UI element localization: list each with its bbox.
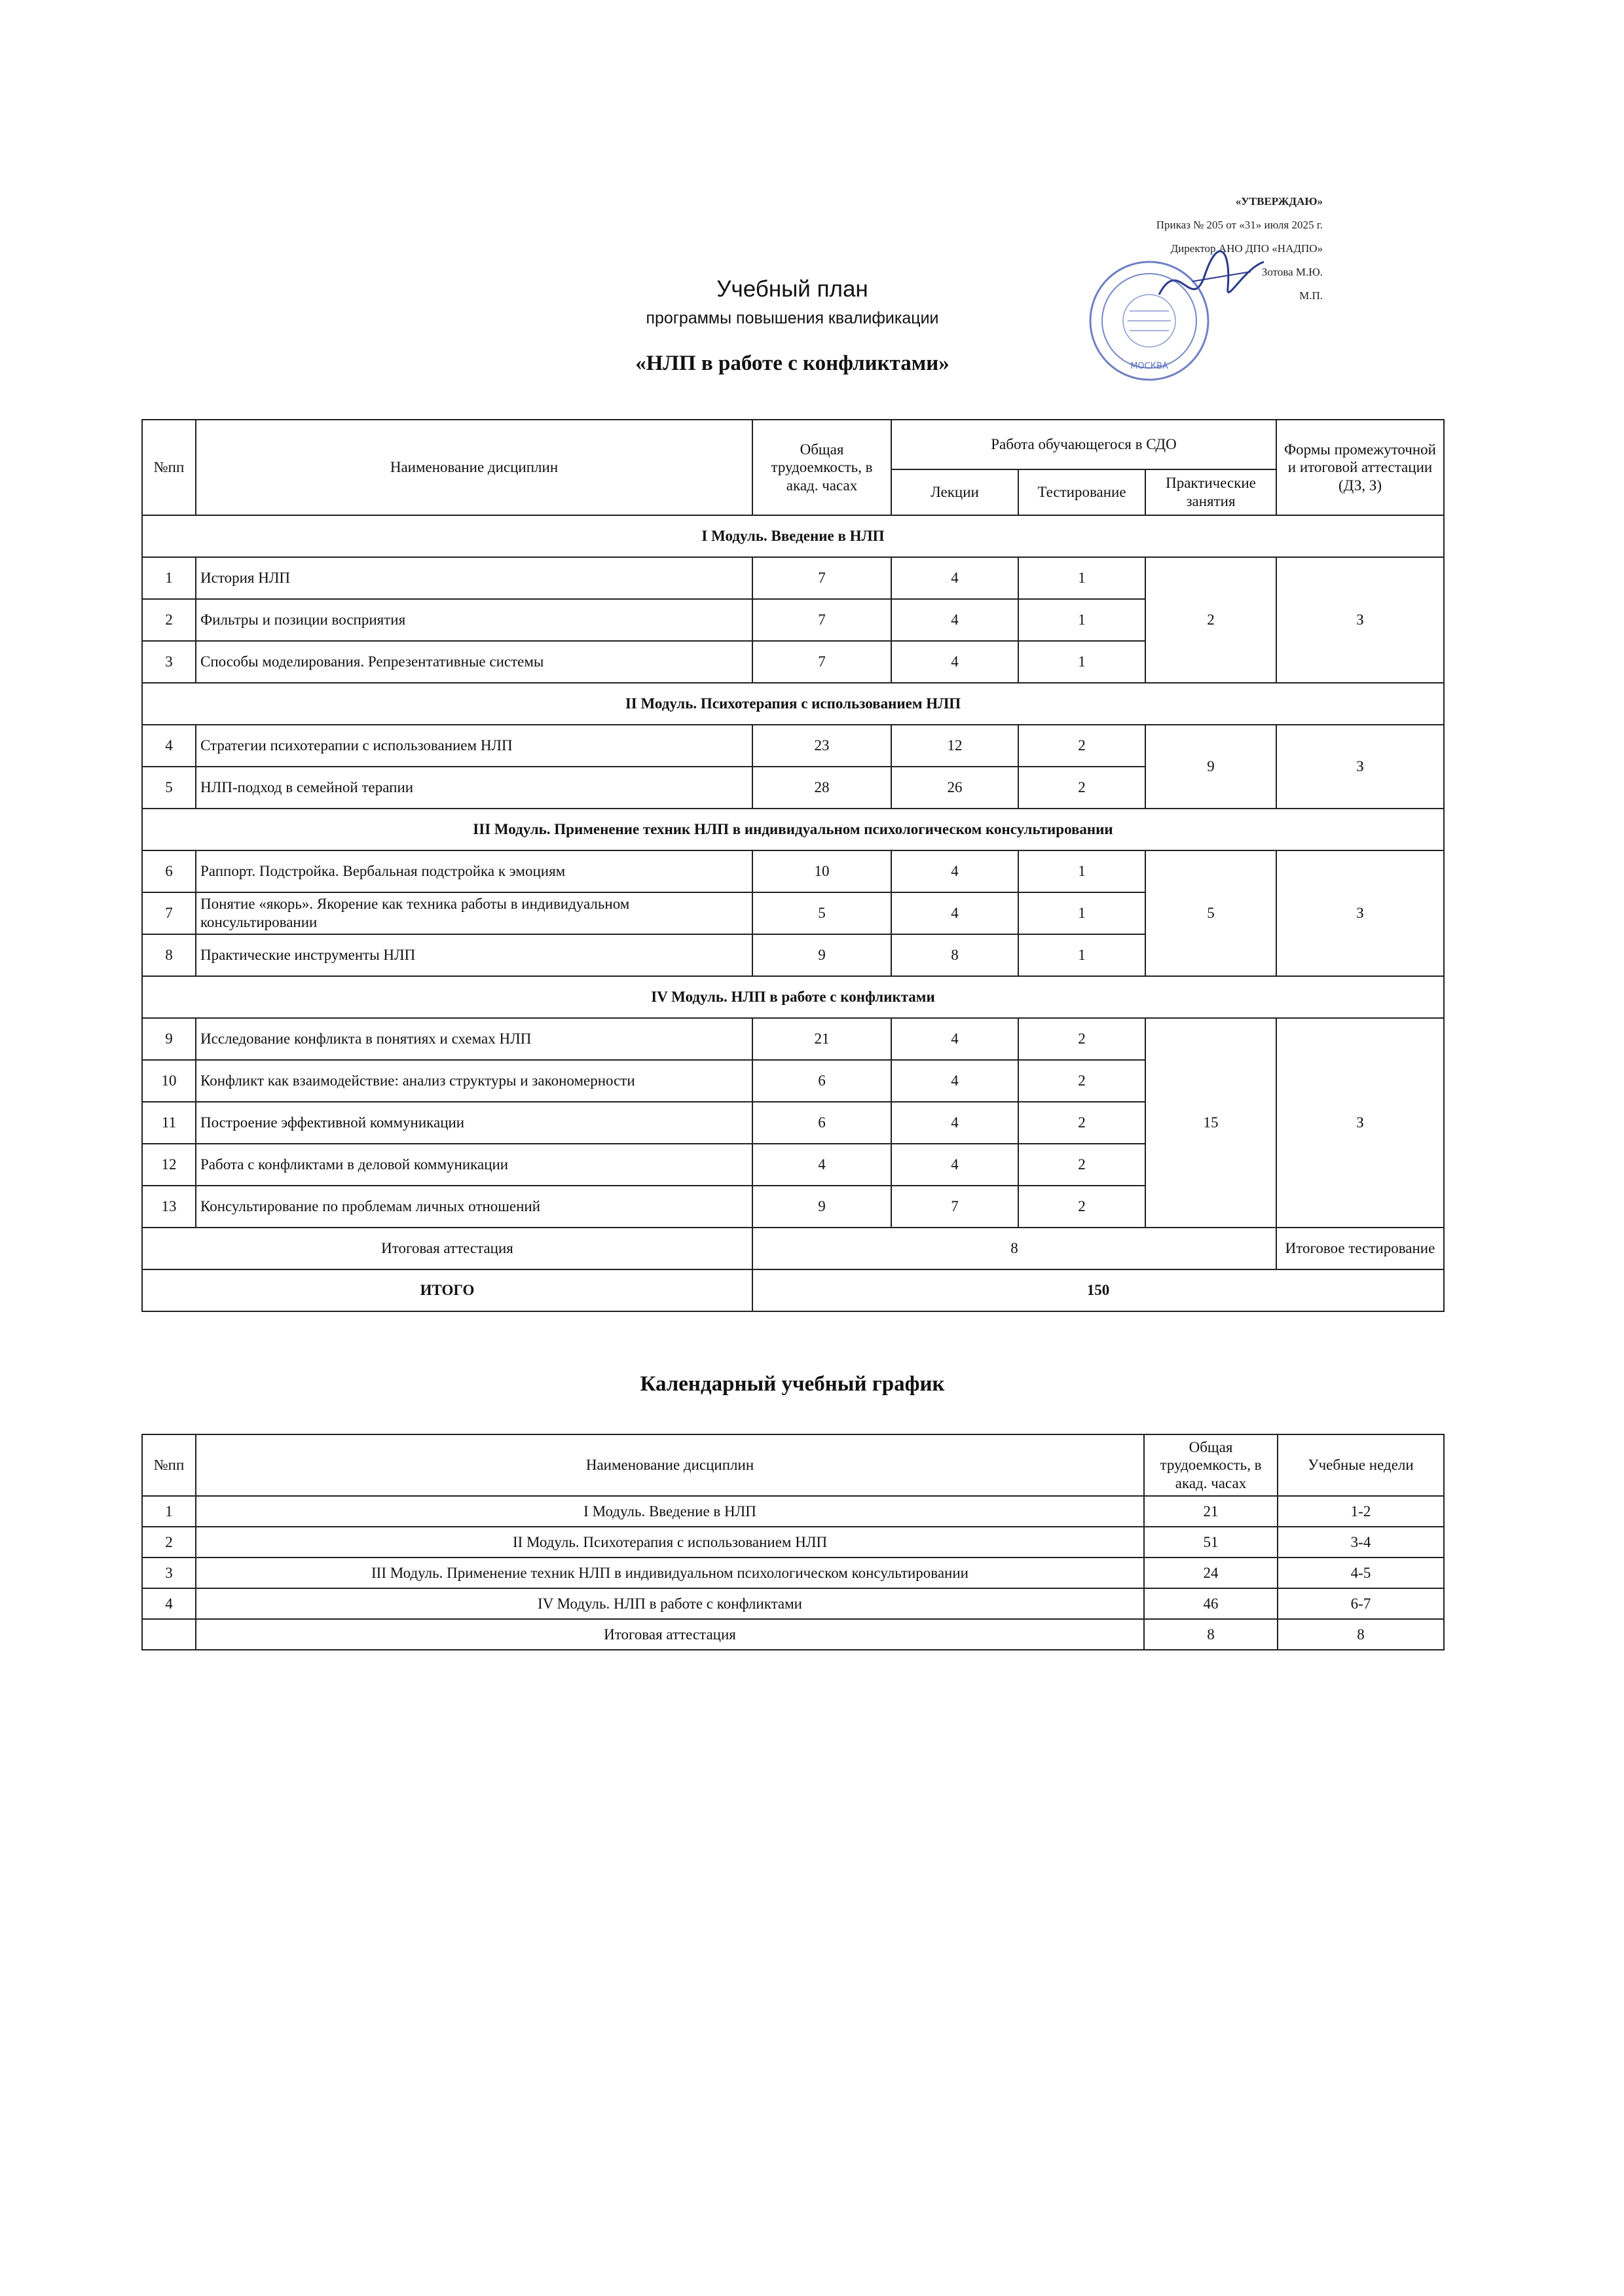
row-num: 12 xyxy=(142,1144,196,1186)
total-label: ИТОГО xyxy=(142,1269,752,1311)
row-num: 13 xyxy=(142,1186,196,1228)
table-row xyxy=(142,1588,1444,1619)
module-row xyxy=(142,976,1444,1018)
module-row xyxy=(142,683,1444,725)
module-form: З xyxy=(1276,557,1444,683)
row-name: История НЛП xyxy=(196,557,752,599)
cal-hours: 21 xyxy=(1144,1496,1278,1527)
program-title: «НЛП в работе с конфликтами» xyxy=(635,352,950,375)
row-num: 6 xyxy=(142,850,196,892)
header-num: №пп xyxy=(142,420,196,515)
module-row xyxy=(142,515,1444,557)
cal-num: 3 xyxy=(142,1558,196,1588)
row-name: Понятие «якорь». Якорение как техника работы в индивидуальном консультировании xyxy=(196,892,752,934)
row-testing: 2 xyxy=(1018,1144,1145,1186)
cal-header-name: Наименование дисциплин xyxy=(196,1434,1144,1496)
row-testing: 1 xyxy=(1018,599,1145,641)
row-name: Консультирование по проблемам личных отношений xyxy=(196,1186,752,1228)
row-hours: 9 xyxy=(752,934,891,976)
row-name: Практические инструменты НЛП xyxy=(196,934,752,976)
row-testing: 1 xyxy=(1018,557,1145,599)
row-num: 10 xyxy=(142,1060,196,1102)
document-title: Учебный план xyxy=(716,276,868,302)
table-row xyxy=(142,557,1444,599)
row-lectures: 8 xyxy=(891,934,1018,976)
calendar-table xyxy=(141,1434,1445,1650)
header-work: Работа обучающегося в СДО xyxy=(891,420,1276,469)
row-hours: 23 xyxy=(752,725,891,767)
module-practice: 15 xyxy=(1145,1018,1276,1228)
approval-title: «УТВЕРЖДАЮ» xyxy=(1235,195,1323,208)
final-attestation-row xyxy=(142,1228,1444,1269)
calendar-title: Календарный учебный график xyxy=(640,1372,945,1396)
cal-header-hours: Общая трудоемкость, в акад. часах xyxy=(1144,1434,1278,1496)
row-testing: 2 xyxy=(1018,1102,1145,1144)
module-form: З xyxy=(1276,850,1444,976)
cal-weeks: 1-2 xyxy=(1278,1496,1444,1527)
row-hours: 9 xyxy=(752,1186,891,1228)
cal-hours: 8 xyxy=(1144,1619,1278,1650)
row-name: Исследование конфликта в понятиях и схемах НЛП xyxy=(196,1018,752,1060)
row-hours: 21 xyxy=(752,1018,891,1060)
row-hours: 5 xyxy=(752,892,891,934)
row-name: Построение эффективной коммуникации xyxy=(196,1102,752,1144)
row-testing: 2 xyxy=(1018,1060,1145,1102)
module-title: II Модуль. Психотерапия с использованием НЛП xyxy=(142,683,1444,725)
cal-num xyxy=(142,1619,196,1650)
row-hours: 7 xyxy=(752,599,891,641)
row-lectures: 4 xyxy=(891,1102,1018,1144)
row-hours: 7 xyxy=(752,641,891,683)
document-subtitle: программы повышения квалификации xyxy=(646,309,939,327)
row-lectures: 12 xyxy=(891,725,1018,767)
table-row xyxy=(142,850,1444,892)
cal-num: 4 xyxy=(142,1588,196,1619)
row-testing: 1 xyxy=(1018,850,1145,892)
module-practice: 2 xyxy=(1145,557,1276,683)
table-row xyxy=(142,1558,1444,1588)
table-row xyxy=(142,1496,1444,1527)
total-row xyxy=(142,1269,1444,1311)
module-row xyxy=(142,809,1444,850)
row-testing: 1 xyxy=(1018,641,1145,683)
row-num: 9 xyxy=(142,1018,196,1060)
cal-name: Итоговая аттестация xyxy=(196,1619,1144,1650)
row-hours: 28 xyxy=(752,767,891,809)
total-hours: 150 xyxy=(752,1269,1444,1311)
row-name: Фильтры и позиции восприятия xyxy=(196,599,752,641)
row-lectures: 4 xyxy=(891,1018,1018,1060)
row-hours: 7 xyxy=(752,557,891,599)
final-label: Итоговая аттестация xyxy=(142,1228,752,1269)
cal-weeks: 6-7 xyxy=(1278,1588,1444,1619)
cal-weeks: 4-5 xyxy=(1278,1558,1444,1588)
study-plan-table xyxy=(141,419,1445,1312)
row-hours: 6 xyxy=(752,1060,891,1102)
row-lectures: 26 xyxy=(891,767,1018,809)
row-hours: 10 xyxy=(752,850,891,892)
header-testing: Тестирование xyxy=(1018,469,1145,515)
module-form: З xyxy=(1276,1018,1444,1228)
row-testing: 2 xyxy=(1018,767,1145,809)
cal-num: 2 xyxy=(142,1527,196,1558)
row-name: НЛП-подход в семейной терапии xyxy=(196,767,752,809)
cal-num: 1 xyxy=(142,1496,196,1527)
seal-text: МОСКВА xyxy=(1130,361,1168,371)
cal-name: IV Модуль. НЛП в работе с конфликтами xyxy=(196,1588,1144,1619)
module-practice: 5 xyxy=(1145,850,1276,976)
row-lectures: 4 xyxy=(891,892,1018,934)
row-num: 1 xyxy=(142,557,196,599)
cal-header-weeks: Учебные недели xyxy=(1278,1434,1444,1496)
approval-position: Директор АНО ДПО «НАДПО» xyxy=(1170,242,1323,255)
cal-hours: 51 xyxy=(1144,1527,1278,1558)
header-hours: Общая трудоемкость, в акад. часах xyxy=(752,420,891,515)
cal-hours: 46 xyxy=(1144,1588,1278,1619)
module-title: IV Модуль. НЛП в работе с конфликтами xyxy=(142,976,1444,1018)
row-name: Способы моделирования. Репрезентативные системы xyxy=(196,641,752,683)
row-lectures: 4 xyxy=(891,1144,1018,1186)
row-testing: 2 xyxy=(1018,725,1145,767)
row-num: 3 xyxy=(142,641,196,683)
row-hours: 4 xyxy=(752,1144,891,1186)
row-testing: 1 xyxy=(1018,892,1145,934)
table-header-row xyxy=(142,420,1444,469)
module-form: З xyxy=(1276,725,1444,809)
row-num: 5 xyxy=(142,767,196,809)
row-lectures: 4 xyxy=(891,1060,1018,1102)
row-num: 4 xyxy=(142,725,196,767)
row-testing: 2 xyxy=(1018,1186,1145,1228)
cal-name: I Модуль. Введение в НЛП xyxy=(196,1496,1144,1527)
approval-order: Приказ № 205 от «31» июля 2025 г. xyxy=(1156,219,1323,231)
module-practice: 9 xyxy=(1145,725,1276,809)
table-row xyxy=(142,1018,1444,1060)
cal-weeks: 3-4 xyxy=(1278,1527,1444,1558)
row-name: Работа с конфликтами в деловой коммуникации xyxy=(196,1144,752,1186)
header-forms: Формы промежуточной и итоговой аттестации (ДЗ, З) xyxy=(1276,420,1444,515)
row-hours: 6 xyxy=(752,1102,891,1144)
table-row xyxy=(142,1527,1444,1558)
row-num: 11 xyxy=(142,1102,196,1144)
row-testing: 2 xyxy=(1018,1018,1145,1060)
header-practice: Практические занятия xyxy=(1145,469,1276,515)
row-lectures: 4 xyxy=(891,641,1018,683)
row-lectures: 4 xyxy=(891,557,1018,599)
approval-stamp-place: М.П. xyxy=(1299,289,1323,302)
approval-name: Зотова М.Ю. xyxy=(1261,266,1323,278)
header-name: Наименование дисциплин xyxy=(196,420,752,515)
row-name: Стратегии психотерапии с использованием НЛП xyxy=(196,725,752,767)
row-num: 8 xyxy=(142,934,196,976)
row-lectures: 4 xyxy=(891,850,1018,892)
final-hours: 8 xyxy=(752,1228,1276,1269)
table-row xyxy=(142,1619,1444,1650)
cal-weeks: 8 xyxy=(1278,1619,1444,1650)
module-title: III Модуль. Применение техник НЛП в индивидуальном психологическом консультировании xyxy=(142,809,1444,850)
module-title: I Модуль. Введение в НЛП xyxy=(142,515,1444,557)
final-form: Итоговое тестирование xyxy=(1276,1228,1444,1269)
row-lectures: 7 xyxy=(891,1186,1018,1228)
row-lectures: 4 xyxy=(891,599,1018,641)
row-testing: 1 xyxy=(1018,934,1145,976)
header-lectures: Лекции xyxy=(891,469,1018,515)
table-row xyxy=(142,725,1444,767)
cal-name: III Модуль. Применение техник НЛП в индивидуальном психологическом консультировании xyxy=(196,1558,1144,1588)
cal-hours: 24 xyxy=(1144,1558,1278,1588)
row-name: Конфликт как взаимодействие: анализ структуры и закономерности xyxy=(196,1060,752,1102)
row-num: 2 xyxy=(142,599,196,641)
cal-name: II Модуль. Психотерапия с использованием НЛП xyxy=(196,1527,1144,1558)
row-num: 7 xyxy=(142,892,196,934)
table-header-row xyxy=(142,1434,1444,1496)
row-name: Раппорт. Подстройка. Вербальная подстройка к эмоциям xyxy=(196,850,752,892)
cal-header-num: №пп xyxy=(142,1434,196,1496)
